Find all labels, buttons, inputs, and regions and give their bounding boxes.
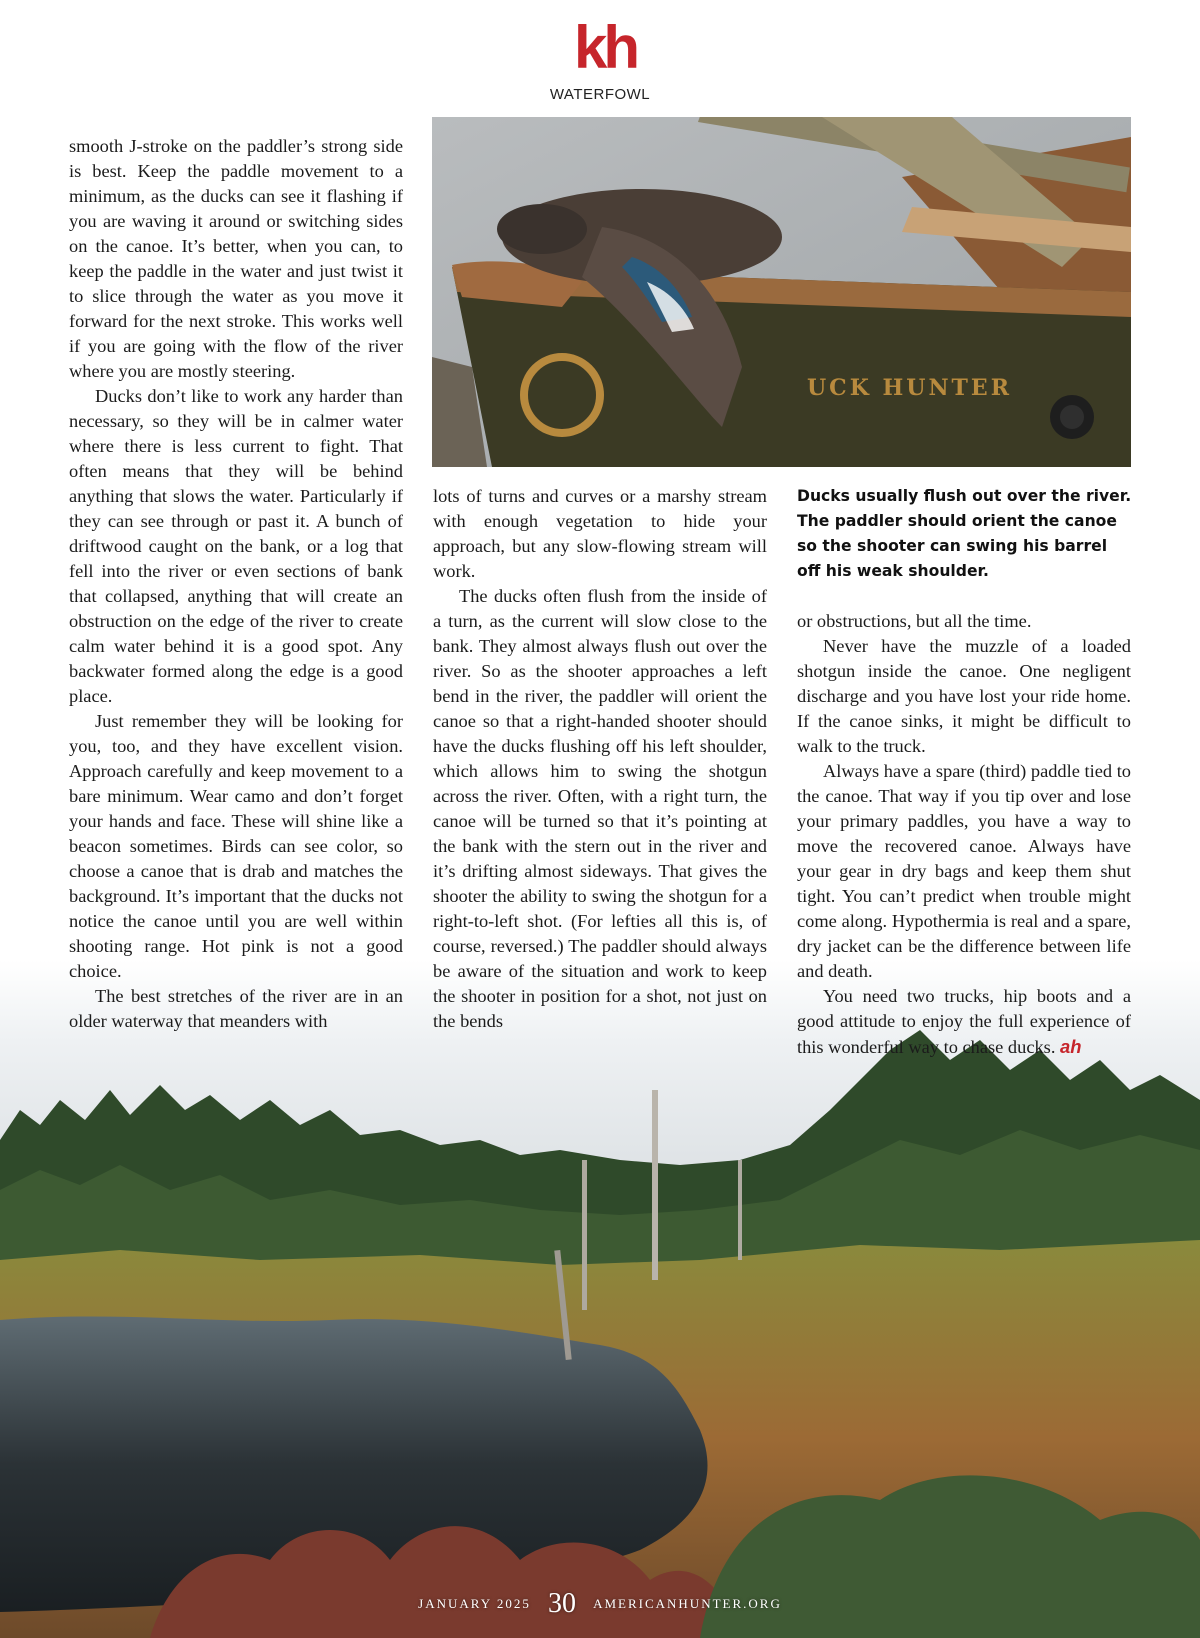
- photo-caption: Ducks usually flush out over the river. The paddler should orient the canoe so the shooter can swing his barrel off his weak shoulder.: [797, 487, 1132, 580]
- paragraph: The ducks often flush from the inside of a turn, as the current will slow close to the bank. They almost always flush out over the river. So as the shooter approaches a left bend in the river, the paddler will orient the canoe so that a right-handed shooter should have the ducks flushing off his left shoulder, which allows him to swing the shotgun across the river. Often, with a right turn, the canoe will be turned so that it’s pointing at the bank with the stern out in the river and it’s drifting almost sideways. That gives the shooter the ability to swing the shotgun for a right-to-left shot. (For lefties all this is, of course, reversed.) The paddler should always be aware of the situation and work to keep the shooter in position for a shot, not just on the bends: [433, 586, 767, 1031]
- article-column-1: [69, 134, 403, 1034]
- paragraph: Ducks don’t like to work any harder than necessary, so they will be in calmer water where there is less current to fight. That often means that they will be behind anything that slows the water. Particularly if they can see through or past it. A bunch of driftwood caught on the bank, or a log that fell into the river or even sections of bank that collapsed, anything that will create an obstruction on the edge of the river to create calm water behind it is a good spot. Any backwater formed along the edge is a good place.: [69, 386, 403, 706]
- issue-date: JANUARY 2025: [418, 1596, 531, 1611]
- paragraph: Never have the muzzle of a loaded shotgun inside the canoe. One negligent discharge and you have lost your ride home. If the canoe sinks, it might be difficult to walk to the truck.: [797, 636, 1131, 756]
- paragraph: The best stretches of the river are in an older waterway that meanders with: [69, 986, 403, 1031]
- magazine-logo: [540, 14, 670, 81]
- paragraph: Just remember they will be looking for you, too, and they have excellent vision. Approach carefully and keep movement to a bare minimum. Wear camo and don’t forget your hands and face. These will shine like a beacon sometimes. Birds can see color, so choose a canoe that is drab and matches the background. It’s important that the ducks not notice the canoe until you are well within shooting range. Hot pink is not a good choice.: [69, 711, 403, 981]
- duck-canoe-photo: [432, 117, 1131, 467]
- paragraph: Always have a spare (third) paddle tied to the canoe. That way if you tip over and lose your primary paddles, you have a way to move the recovered canoe. Always have your gear in dry bags and keep them shut tight. You can’t predict when trouble might come along. Hypothermia is real and a spare, dry jacket can be the difference between life and death.: [797, 761, 1131, 981]
- website: AMERICANHUNTER.ORG: [593, 1596, 782, 1611]
- page-footer: [0, 1588, 1200, 1620]
- canoe-lettering: UCK HUNTER: [807, 375, 1012, 401]
- section-label: WATERFOWL: [549, 86, 651, 103]
- paragraph: smooth J-stroke on the paddler’s strong side is best. Keep the paddle movement to a minimum, as the ducks can see it flashing if you are waving it around or switching sides on the canoe. It’s better, when you can, to keep the paddle in the water and just twist it to slice through the water as you move it forward for the next stroke. This works well if you are going with the flow of the river where you are mostly steering.: [69, 136, 403, 381]
- end-mark: ah: [1060, 1036, 1082, 1057]
- page-number: 30: [547, 1588, 576, 1619]
- logo-mark: kh: [573, 14, 637, 81]
- final-paragraph-text: You need two trucks, hip boots and a good attitude to enjoy the full experience of this wonderful way to chase ducks.: [797, 986, 1131, 1057]
- paragraph: lots of turns and curves or a marshy stream with enough vegetation to hide your approach, but any slow-flowing stream will work.: [433, 486, 767, 581]
- article-column-3: [797, 609, 1131, 1060]
- marsh-landscape-photo: [0, 960, 1200, 1638]
- final-paragraph: [797, 984, 1131, 1060]
- article-column-2: [433, 484, 767, 1034]
- paragraph: or obstructions, but all the time.: [797, 611, 1032, 631]
